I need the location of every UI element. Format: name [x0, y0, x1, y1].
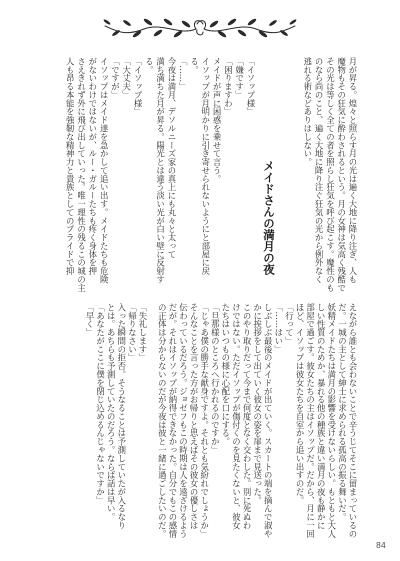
text-column: イソップはメイド達を急かして追い出す。メイドたちも危険: [99, 57, 110, 284]
text-column: けではない。ただイソップが傷付くのを見たくないと、彼女: [231, 303, 242, 530]
text-column: だが。それはイソップが納得できなかった。自分でもこの感情: [167, 303, 178, 538]
text-column: 逃れる術などありはしない。: [302, 57, 313, 167]
text-column: 「……はい」: [273, 303, 284, 354]
text-column: 人も昂る本能を強靭な精神力と貴族としてのプライドで抑: [65, 57, 76, 276]
text-column: 「イソップ様」: [246, 57, 256, 116]
text-column: 「大丈夫」: [121, 57, 132, 99]
lower-main-text: [157, 303, 358, 547]
text-column: 妖精メイドたちは満月の影響を受けないらしい。もともと大人: [326, 303, 337, 538]
text-column: えながら誰とも会わないことで辛うじてそこに留まっているの: [348, 303, 358, 538]
text-column: がないわけではないが、ルー・ガルーたちも疼く身体を押: [87, 57, 98, 276]
text-column: 伝わっているだろう。ジョゼフもこの時期は人を遠ざけるよう: [178, 303, 189, 538]
text-column: しぶしぶ最後のメイドが出ていく。スカートの端を摘んで淑や: [263, 303, 274, 538]
text-column: その光は等しく全ての者を照らし狂気を呼び起こす。魔性のも: [325, 57, 336, 292]
text-column: さえきれず外に飛び出していった。唯一理性の残るこの城の主: [76, 57, 87, 292]
text-column: 「……」: [178, 57, 189, 91]
text-column: 「嫌です」: [234, 57, 245, 99]
text-column: 魔物もその狂気に酔わされるという。月の女神は気高く残酷で: [336, 57, 347, 292]
text-column: 「じゃあ僕の勝手な献身ですよ。それとも気紛れでしょうか」: [199, 303, 210, 538]
text-column: 部屋で過ごす。彼女たちの主はイソップだ。だから、月に一回: [305, 303, 316, 538]
text-column: 「困りますわ」: [223, 57, 234, 116]
text-column: そんなことを言った方がお帰りと思えばその彼女の優しさは: [189, 303, 200, 530]
text-column: 「行って」: [284, 303, 295, 345]
text-column: 「早く」: [85, 303, 96, 337]
lower-ending-text: [84, 303, 148, 547]
text-column: 月が昇る。煌々と照らす月の光は遍く大地に降り注ぎ、人も: [348, 57, 358, 284]
text-column: 満ち満ちた月が昇る。陽光とは違う淡い光が白い壁に反射す: [155, 57, 166, 284]
vine-ornament-icon: [100, 13, 300, 45]
text-column: だ。一城の主として紳士に求められる孤高の振る舞いだ。: [337, 303, 348, 522]
text-column: 「旦那様のところへ行かれるのですか」: [210, 303, 221, 455]
text-column: 今夜は満月、デソルニーズ家の真上にも丸々と太って: [166, 57, 177, 259]
text-column: の正体は分からないのだが今夜は彼と一緒に過ごしたいのだ。: [157, 303, 168, 538]
text-column: しい性質のためか、暴れる他の種族と違い満月の夜も静かに: [316, 303, 327, 530]
upper-narrative-text: [302, 57, 358, 297]
text-column: 「ですが」: [110, 57, 121, 99]
text-column: 「あなたがここに僕を閉じ込めるんじゃないですか」: [95, 303, 106, 505]
text-column: る。: [144, 57, 155, 74]
text-column: 「帰りなさい」: [127, 303, 138, 362]
chapter-heading: メイドさんの満月の夜: [262, 160, 276, 275]
upper-scene-text: [64, 57, 256, 297]
text-column: る。: [189, 57, 200, 74]
text-column: 入った瞬間の拒否。そうなることは予測していたが入るなり: [116, 303, 127, 530]
text-column: かに挨拶をして出ていく彼女の姿を扉まで見送った。: [252, 303, 263, 505]
text-column: 「失礼します」: [138, 303, 148, 362]
page-number: 84: [375, 541, 386, 550]
text-column: たちはいつもの様に心配を口にする。: [220, 303, 231, 446]
text-column: とは。あちらも予測していたのだろう。ならば話は早い。: [106, 303, 117, 522]
text-column: のなら尚のこと、遍く大地に降り注ぐ狂気の光から例外なく: [314, 57, 325, 284]
text-column: イソップが月明かりに引き寄せられないようにと部屋に戻: [200, 57, 211, 276]
text-column: メイドが声に困惑を乗せて言う。: [212, 57, 223, 183]
text-column: 「イソップ様」: [133, 57, 144, 116]
text-column: ほど、イソップは彼女たちを自室から追い出すのだ。: [295, 303, 306, 505]
text-column: このやり取りだって今まで何度となく交わした。別に死ぬわ: [242, 303, 253, 530]
